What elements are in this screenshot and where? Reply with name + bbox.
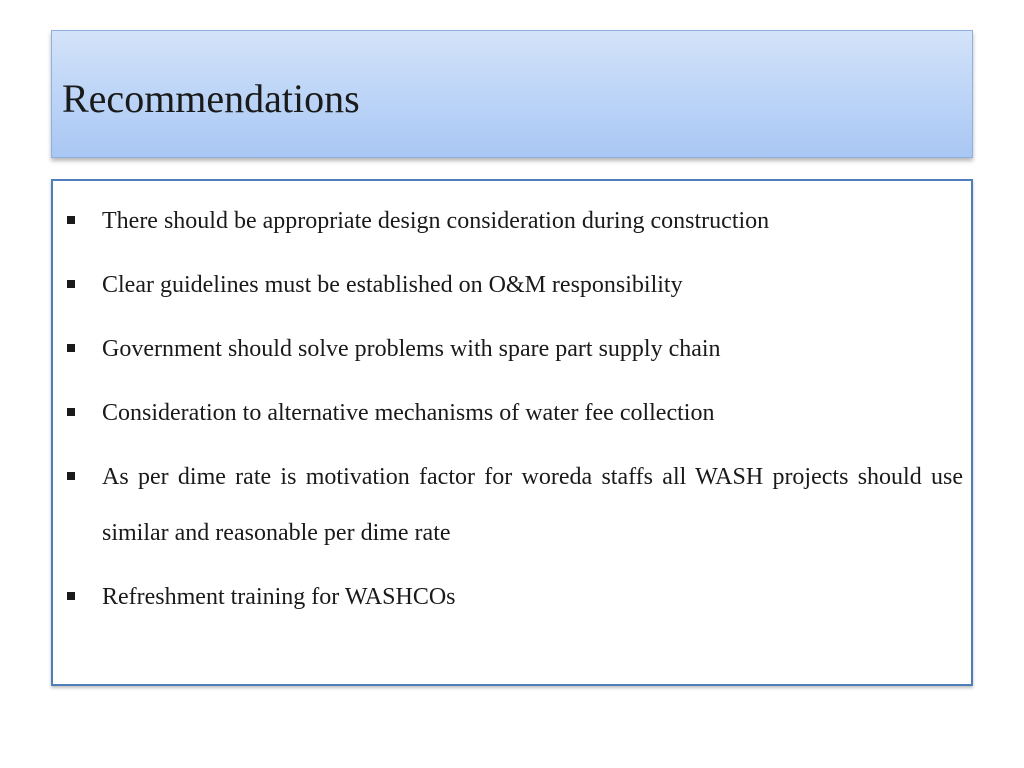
list-item <box>67 385 963 441</box>
list-item-text: There should be appropriate design consideration during construction <box>102 208 770 234</box>
recommendations-list <box>67 193 963 633</box>
square-bullet-icon <box>67 472 75 480</box>
title-banner <box>51 30 973 158</box>
square-bullet-icon <box>67 344 75 352</box>
list-item-text: Clear guidelines must be established on O&M responsibility <box>102 272 683 298</box>
square-bullet-icon <box>67 280 75 288</box>
list-item-text: As per dime rate is motivation factor for woreda staffs all WASH projects should use similar and reasonable per dime rate <box>102 464 963 546</box>
list-item <box>67 257 963 313</box>
list-item-text: Government should solve problems with spare part supply chain <box>102 336 721 362</box>
square-bullet-icon <box>67 216 75 224</box>
list-item <box>67 569 963 625</box>
list-item <box>67 321 963 377</box>
slide-title: Recommendations <box>62 76 360 121</box>
content-panel <box>51 179 973 686</box>
list-item <box>67 193 963 249</box>
list-item <box>67 449 963 561</box>
list-item-text: Consideration to alternative mechanisms of water fee collection <box>102 400 715 426</box>
list-item-text: Refreshment training for WASHCOs <box>102 584 456 610</box>
square-bullet-icon <box>67 408 75 416</box>
square-bullet-icon <box>67 592 75 600</box>
